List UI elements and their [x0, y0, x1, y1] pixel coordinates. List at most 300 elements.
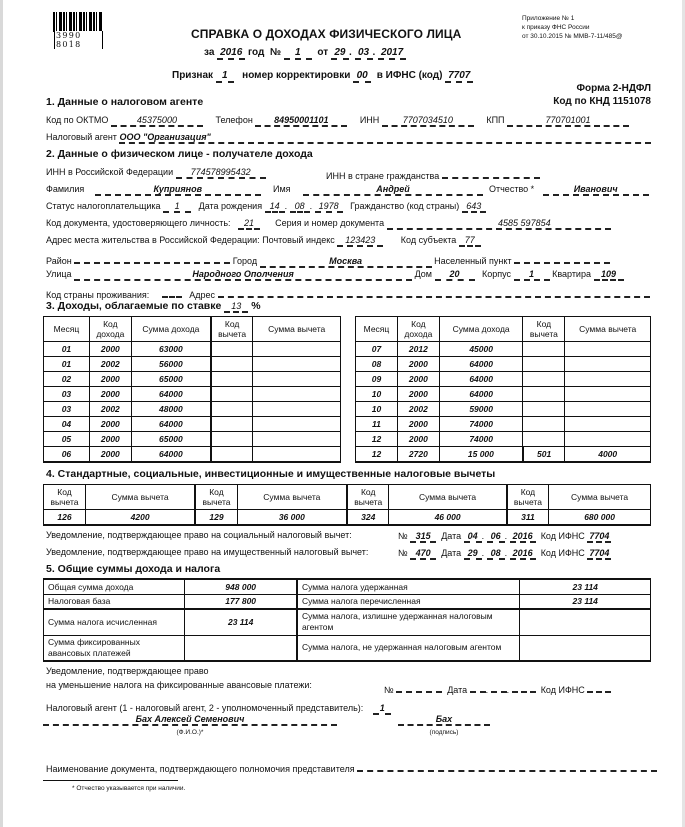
advance-day-field[interactable]: [470, 680, 486, 693]
section-3-title-text: 3. Доходы, облагаемые по ставке: [46, 300, 222, 312]
table-row: [356, 357, 651, 372]
cell-income-code: 2000: [397, 387, 439, 402]
cell-deduction-code: [211, 372, 253, 387]
cell-deduction-code: [523, 357, 565, 372]
phone-field[interactable]: 84950001101: [255, 114, 347, 127]
district-label: Район: [46, 256, 72, 266]
cell-deduction-code: 129: [195, 510, 237, 525]
advance-notice-line-1: Уведомление, подтверждающее право: [46, 666, 209, 676]
kpp-field[interactable]: 770701001: [507, 114, 629, 127]
number-label: №: [269, 47, 282, 58]
report-period-line: за 2016 год № 1 от 29 . 03 . 2017: [204, 47, 406, 60]
surname-label: Фамилия: [46, 184, 85, 194]
cell-deduction-code: [211, 357, 253, 372]
cell-deduction-code: [211, 447, 253, 462]
col-income-code: Код дохода: [89, 317, 131, 342]
cell-deduction-code: [523, 342, 565, 357]
cell-month: 12: [356, 447, 398, 462]
table-row: [44, 387, 341, 402]
appendix-line-3: от 30.10.2015 № ММВ-7-11/485@: [522, 33, 623, 40]
col-deduction-code: Код вычета: [44, 485, 86, 510]
deductions-table-header: [44, 485, 651, 510]
income-table-left: [43, 316, 341, 463]
cell-income-code: 2000: [397, 432, 439, 447]
year-label: год: [247, 47, 265, 58]
inn-foreign-line: [326, 166, 540, 181]
cell-month: 12: [356, 432, 398, 447]
cell-income-code: 2000: [397, 372, 439, 387]
oktmo-label: Код по ОКТМО: [46, 115, 109, 125]
social-date-label: Дата: [441, 531, 462, 541]
appendix-line-2: к приказу ФНС России: [522, 24, 590, 31]
social-no-field[interactable]: 315: [410, 530, 436, 543]
agent-name-line: [46, 131, 651, 144]
cell-income-code: 2000: [89, 432, 131, 447]
social-day-field[interactable]: 04: [464, 530, 482, 543]
tax-base-value: 177 800: [185, 594, 297, 609]
table-row: [44, 432, 341, 447]
date-month-field[interactable]: 03: [355, 47, 373, 60]
taxpayer-status-label: Статус налогоплательщика: [46, 201, 161, 211]
cell-month: 01: [44, 342, 90, 357]
table-row: [356, 342, 651, 357]
year-field[interactable]: 2016: [217, 47, 245, 60]
cell-income-sum: 74000: [439, 432, 523, 447]
cell-income-sum: 64000: [439, 357, 523, 372]
district-field[interactable]: [74, 251, 230, 264]
fio-block: [43, 713, 337, 737]
building-label: Корпус: [482, 269, 512, 279]
total-income-value: 948 000: [185, 579, 297, 594]
citizenship-label: Гражданство (код страны): [350, 201, 460, 211]
status-birth-line: Статус налогоплательщика 1 Дата рождения 14 . 08 . 1978 Гражданство (код страны) 643: [46, 200, 486, 213]
cell-deduction-sum: [253, 387, 341, 402]
cell-deduction-sum: [565, 417, 651, 432]
col-deduction-sum: Сумма вычета: [389, 485, 507, 510]
social-month-field[interactable]: 06: [487, 530, 505, 543]
locality-field[interactable]: [514, 251, 610, 264]
property-ifns-field[interactable]: 7704: [589, 548, 610, 558]
doc-code-label: Код документа, удостоверяющего личность:: [46, 218, 231, 228]
cell-income-sum: 15 000: [439, 447, 523, 462]
cell-month: 09: [356, 372, 398, 387]
cell-deduction-code: [523, 402, 565, 417]
signature-field[interactable]: Бах: [398, 713, 490, 726]
identity-doc-line: [46, 217, 611, 230]
social-no-label: №: [398, 531, 408, 541]
fio-caption: (Ф.И.О.)*: [176, 729, 204, 736]
cell-income-code: 2002: [397, 402, 439, 417]
table-row: [356, 447, 651, 462]
footnote: * Отчество указывается при наличии.: [72, 785, 186, 792]
tax-withheld-value: 23 114: [520, 579, 651, 594]
property-date-label: Дата: [441, 548, 462, 558]
patronymic-field[interactable]: Иванович: [543, 183, 649, 196]
cell-income-sum: 65000: [131, 372, 211, 387]
barcode-number: 3990 8018: [54, 31, 103, 49]
house-label: Дом: [414, 269, 432, 279]
district-line: [46, 251, 610, 268]
fixed-advance-payments-value: [185, 635, 297, 661]
cell-income-sum: 64000: [439, 372, 523, 387]
surname-field[interactable]: Куприянов: [95, 183, 261, 196]
income-table-left-body: [44, 342, 341, 462]
cell-month: 03: [44, 387, 90, 402]
cell-income-code: 2720: [397, 447, 439, 462]
income-table-right: [355, 316, 651, 463]
document-title: СПРАВКА О ДОХОДАХ ФИЗИЧЕСКОГО ЛИЦА: [191, 27, 462, 41]
cell-deduction-sum: [253, 342, 341, 357]
footnote-separator: [43, 780, 178, 781]
cell-month: 05: [44, 432, 90, 447]
col-deduction-code: Код вычета: [523, 317, 565, 342]
authority-doc-line: [46, 759, 657, 774]
given-name-label: Имя: [273, 184, 291, 194]
street-line: [46, 268, 624, 281]
table-row: [44, 357, 341, 372]
agent-type-field[interactable]: 1: [373, 702, 391, 715]
house-field[interactable]: 20: [435, 268, 475, 281]
cell-month: 08: [356, 357, 398, 372]
cell-deduction-code: [211, 342, 253, 357]
agent-inn-field[interactable]: 7707034510: [382, 114, 474, 127]
from-label: от: [317, 47, 329, 58]
street-label: Улица: [46, 269, 72, 279]
address-label: Адрес места жительства в Российской Федерации:: [46, 235, 260, 245]
social-notice-fields: № 315 Дата 04 . 06 . 2016 Код ИФНС 7704: [398, 531, 610, 541]
ifns-label: в ИФНС (код): [376, 70, 443, 81]
address-line: [46, 234, 481, 247]
property-notice-label: Уведомление, подтверждающее право на имущественный налоговый вычет:: [46, 547, 369, 557]
section-2-title: 2. Данные о физическом лице - получателе дохода: [46, 148, 313, 160]
income-table-left-header: [44, 317, 341, 342]
table-row: [44, 609, 651, 635]
social-year-field[interactable]: 2016: [510, 530, 536, 543]
doc-number-label: Серия и номер документа: [275, 218, 385, 228]
cell-deduction-code: [523, 432, 565, 447]
cell-deduction-sum: [253, 357, 341, 372]
table-row: [356, 432, 651, 447]
cell-income-sum: 45000: [439, 342, 523, 357]
cell-income-sum: 64000: [439, 387, 523, 402]
agent-type-label: Налоговый агент (1 - налоговый агент, 2 - уполномоченный представитель):: [46, 703, 364, 713]
social-notice-label: Уведомление, подтверждающее право на социальный налоговый вычет:: [46, 530, 352, 540]
ifns-field[interactable]: 7707: [445, 70, 473, 83]
authority-doc-label: Наименование документа, подтверждающего полномочия представителя: [46, 764, 355, 774]
col-deduction-sum: Сумма вычета: [549, 485, 651, 510]
cell-income-code: 2000: [89, 342, 131, 357]
cell-deduction-sum: 4200: [85, 510, 195, 525]
patronymic-label: Отчество *: [489, 184, 535, 194]
cell-income-code: 2012: [397, 342, 439, 357]
building-field[interactable]: 1: [514, 268, 550, 281]
total-income-label: Общая сумма дохода: [44, 579, 185, 594]
fixed-advance-payments-label: Сумма фиксированных авансовых платежей: [44, 635, 185, 661]
cell-income-code: 2002: [89, 357, 131, 372]
advance-ifns-field[interactable]: [587, 680, 611, 693]
cell-income-code: 2002: [89, 402, 131, 417]
col-income-sum: Сумма дохода: [439, 317, 523, 342]
advance-ifns-label: Код ИФНС: [540, 685, 585, 695]
authority-doc-field[interactable]: [357, 759, 657, 772]
cell-deduction-sum: [565, 402, 651, 417]
cell-month: 02: [44, 372, 90, 387]
sign-line: [172, 70, 473, 83]
col-month: Месяц: [356, 317, 398, 342]
cell-deduction-code: [211, 402, 253, 417]
tax-not-withheld-label: Сумма налога, не удержанная налоговым агентом: [297, 635, 520, 661]
form-label: Форма 2-НДФЛ: [576, 83, 651, 94]
table-row: [356, 402, 651, 417]
agent-codes-line: [46, 114, 629, 127]
cell-month: 04: [44, 417, 90, 432]
residence-country-field[interactable]: [162, 285, 182, 298]
tax-not-withheld-value: [520, 635, 651, 661]
cell-income-code: 2000: [89, 387, 131, 402]
cell-month: 06: [44, 447, 90, 462]
cell-deduction-sum: [565, 387, 651, 402]
page-border-left: [0, 0, 3, 827]
col-deduction-sum: Сумма вычета: [253, 317, 341, 342]
oktmo-field[interactable]: 45375000: [111, 114, 203, 127]
advance-no-field[interactable]: [396, 680, 442, 693]
table-row: [44, 447, 341, 462]
appendix-note: [522, 14, 622, 41]
cell-deduction-sum: [565, 372, 651, 387]
agent-name-field[interactable]: ООО "Организация": [119, 131, 651, 144]
tax-withheld-label: Сумма налога удержанная: [297, 579, 520, 594]
col-deduction-code: Код вычета: [507, 485, 549, 510]
full-name-line: [46, 183, 261, 196]
cell-month: 10: [356, 387, 398, 402]
percent-sign: %: [251, 300, 261, 312]
cell-income-sum: 64000: [131, 417, 211, 432]
tax-transferred-value: 23 114: [520, 594, 651, 609]
cell-deduction-sum: [253, 417, 341, 432]
patronymic-line: [489, 183, 649, 196]
appendix-line-1: Приложение № 1: [522, 15, 575, 22]
col-income-code: Код дохода: [397, 317, 439, 342]
cell-deduction-sum: 4000: [565, 447, 651, 462]
cell-deduction-code: [211, 432, 253, 447]
cell-deduction-sum: [253, 372, 341, 387]
postal-code-field[interactable]: 123423: [337, 234, 383, 247]
cell-month: 03: [44, 402, 90, 417]
doc-code-field[interactable]: 21: [238, 217, 260, 230]
social-ifns-field[interactable]: 7704: [589, 531, 610, 541]
property-no-label: №: [398, 548, 408, 558]
cell-deduction-sum: [253, 447, 341, 462]
property-year-field[interactable]: 2016: [510, 547, 536, 560]
birth-month-field[interactable]: 08: [290, 200, 310, 213]
tax-calculated-label: Сумма налога исчисленная: [44, 609, 185, 635]
cell-income-sum: 64000: [131, 447, 211, 462]
cell-deduction-sum: [565, 342, 651, 357]
cell-deduction-sum: [565, 357, 651, 372]
cell-income-code: 2000: [397, 417, 439, 432]
foreign-address-label: Адрес: [189, 290, 216, 300]
table-row: [44, 594, 651, 609]
residence-country-label: Код страны проживания:: [46, 290, 150, 300]
property-no-field[interactable]: 470: [410, 547, 436, 560]
advance-notice-line-2: на уменьшение налога на фиксированные авансовые платежи:: [46, 680, 312, 690]
col-deduction-code: Код вычета: [211, 317, 253, 342]
phone-label: Телефон: [215, 115, 253, 125]
agent-name-label: Налоговый агент: [46, 132, 117, 142]
advance-notice-fields: № Дата . . Код ИФНС: [384, 680, 611, 695]
property-ifns-label: Код ИФНС: [540, 548, 585, 558]
postal-code-label: Почтовый индекс: [262, 235, 335, 245]
cell-income-sum: 74000: [439, 417, 523, 432]
social-ifns-label: Код ИФНС: [540, 531, 585, 541]
col-deduction-code: Код вычета: [195, 485, 237, 510]
cell-income-sum: 56000: [131, 357, 211, 372]
tax-transferred-label: Сумма налога перечисленная: [297, 594, 520, 609]
tax-overwithheld-label: Сумма налога, излишне удержанная налоговым агентом: [297, 609, 520, 635]
section-4-title: 4. Стандартные, социальные, инвестиционные и имущественные налоговые вычеты: [46, 468, 496, 480]
cell-deduction-code: [211, 417, 253, 432]
cell-income-sum: 63000: [131, 342, 211, 357]
knd-label: Код по КНД 1151078: [553, 96, 651, 107]
cell-deduction-code: 324: [347, 510, 389, 525]
region-code-field[interactable]: 77: [459, 234, 481, 247]
table-row: [44, 402, 341, 417]
apartment-label: Квартира: [552, 269, 591, 279]
cell-deduction-code: 126: [44, 510, 86, 525]
advance-year-field[interactable]: [512, 680, 536, 693]
cell-income-code: 2000: [397, 357, 439, 372]
citizenship-field[interactable]: 643: [462, 200, 486, 213]
foreign-address-field[interactable]: [218, 285, 650, 298]
correction-label: номер корректировки: [242, 70, 351, 81]
signature-block: [398, 713, 490, 737]
cell-month: 11: [356, 417, 398, 432]
deductions-table: [43, 484, 651, 526]
income-table-right-body: [356, 342, 651, 462]
agent-inn-label: ИНН: [359, 115, 380, 125]
cell-month: 07: [356, 342, 398, 357]
date-year-field[interactable]: 2017: [378, 47, 406, 60]
table-row: [44, 510, 651, 525]
residence-country-line: [46, 285, 650, 300]
barcode-bars: [53, 12, 103, 32]
doc-number-field[interactable]: 4585 597854: [387, 217, 611, 230]
advance-month-field[interactable]: [491, 680, 507, 693]
cell-deduction-sum: 46 000: [389, 510, 507, 525]
col-month: Месяц: [44, 317, 90, 342]
street-field[interactable]: Народного Ополчения: [74, 268, 412, 281]
tax-base-label: Налоговая база: [44, 594, 185, 609]
advance-date-label: Дата: [447, 685, 468, 695]
cell-income-sum: 48000: [131, 402, 211, 417]
cell-month: 01: [44, 357, 90, 372]
signature-caption: (подпись): [429, 729, 459, 736]
income-table-right-header: [356, 317, 651, 342]
cell-income-sum: 65000: [131, 432, 211, 447]
table-row: [356, 417, 651, 432]
cell-deduction-code: 311: [507, 510, 549, 525]
cell-income-code: 2000: [89, 417, 131, 432]
birth-day-field[interactable]: 14: [265, 200, 285, 213]
cell-income-sum: 64000: [131, 387, 211, 402]
given-name-field[interactable]: Андрей: [303, 183, 483, 196]
fio-field[interactable]: Бах Алексей Семенович: [43, 713, 337, 726]
sign-label: Признак: [172, 70, 214, 81]
col-deduction-code: Код вычета: [347, 485, 389, 510]
birth-year-field[interactable]: 1978: [315, 200, 343, 213]
section-1-title: 1. Данные о налоговом агенте: [46, 96, 204, 108]
date-day-field[interactable]: 29: [331, 47, 349, 60]
table-row: [44, 635, 651, 661]
sign-field[interactable]: 1: [216, 70, 234, 83]
cell-deduction-sum: [253, 432, 341, 447]
cell-deduction-code: [523, 387, 565, 402]
property-month-field[interactable]: 08: [487, 547, 505, 560]
table-row: [356, 372, 651, 387]
region-code-label: Код субъекта: [400, 235, 457, 245]
table-row: [44, 417, 341, 432]
tax-rate-field[interactable]: 13: [224, 300, 248, 313]
section-5-title: 5. Общие суммы дохода и налога: [46, 563, 221, 575]
taxpayer-status-field[interactable]: 1: [163, 200, 191, 213]
city-field[interactable]: Москва: [260, 255, 432, 268]
inn-rf-field[interactable]: 774578995432: [176, 166, 266, 179]
table-row: [44, 372, 341, 387]
table-row: [44, 342, 341, 357]
tax-calculated-value: 23 114: [185, 609, 297, 635]
locality-label: Населенный пункт: [434, 256, 512, 266]
cell-deduction-sum: [565, 432, 651, 447]
number-field[interactable]: 1: [284, 47, 312, 60]
cell-month: 10: [356, 402, 398, 417]
inn-foreign-field[interactable]: [442, 166, 540, 179]
cell-income-code: 2000: [89, 372, 131, 387]
table-row: [44, 579, 651, 594]
advance-no-label: №: [384, 685, 394, 695]
cell-deduction-sum: 36 000: [237, 510, 347, 525]
cell-income-code: 2000: [89, 447, 131, 462]
cell-deduction-sum: 680 000: [549, 510, 651, 525]
inn-rf-label: ИНН в Российской Федерации: [46, 167, 174, 177]
col-deduction-sum: Сумма вычета: [565, 317, 651, 342]
tax-overwithheld-value: [520, 609, 651, 635]
property-day-field[interactable]: 29: [464, 547, 482, 560]
col-deduction-sum: Сумма вычета: [85, 485, 195, 510]
barcode: [53, 12, 103, 49]
cell-deduction-code: [211, 387, 253, 402]
table-row: [356, 387, 651, 402]
correction-field[interactable]: 00: [353, 70, 371, 83]
totals-table: [43, 578, 651, 662]
cell-income-sum: 59000: [439, 402, 523, 417]
cell-deduction-code: 501: [523, 447, 565, 462]
col-deduction-sum: Сумма вычета: [237, 485, 347, 510]
given-name-line: [273, 183, 483, 196]
inn-foreign-label: ИНН в стране гражданства: [326, 171, 440, 181]
apartment-field[interactable]: 109: [594, 268, 624, 281]
property-notice-fields: № 470 Дата 29 . 08 . 2016 Код ИФНС 7704: [398, 548, 610, 558]
kpp-label: КПП: [486, 115, 505, 125]
col-income-sum: Сумма дохода: [131, 317, 211, 342]
for-label: за: [204, 47, 215, 58]
inn-line: [46, 166, 266, 179]
birth-date-label: Дата рождения: [198, 201, 263, 211]
cell-deduction-sum: [253, 402, 341, 417]
section-3-title: [46, 300, 261, 313]
cell-deduction-code: [523, 417, 565, 432]
cell-deduction-code: [523, 372, 565, 387]
city-label: Город: [232, 256, 258, 266]
